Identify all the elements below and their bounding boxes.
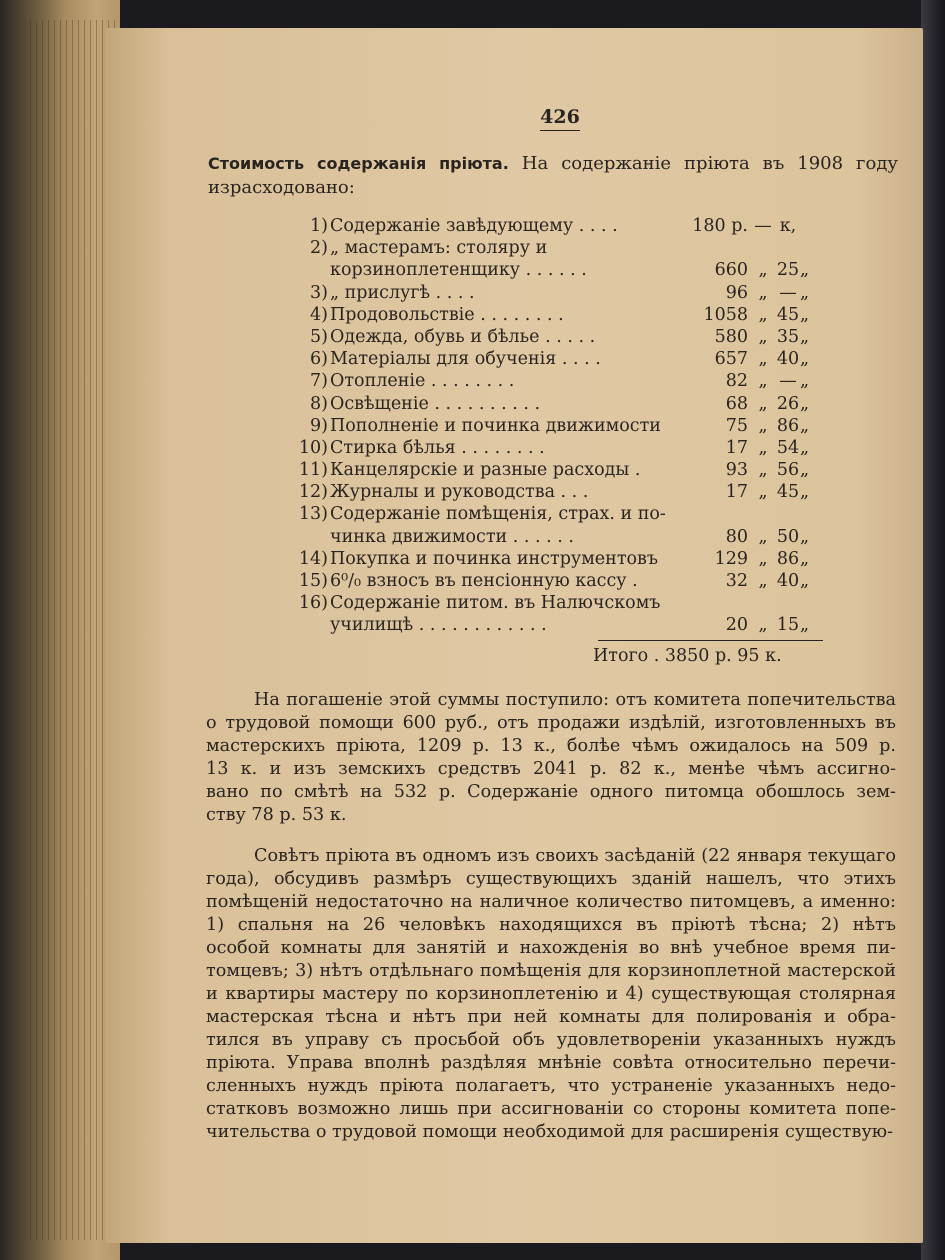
text-line: статковъ возможно лишь при ассигнованіи со стороны комитета попе-: [206, 1099, 896, 1119]
expense-label: Содержаніе питом. въ Налючскомъ: [330, 593, 661, 614]
expense-rub: 96: [725, 282, 748, 303]
expense-label: чинка движимости . . . . . .: [330, 526, 574, 547]
expense-row: [290, 216, 815, 238]
expense-label: училищѣ . . . . . . . . . . . .: [330, 615, 547, 636]
total-rule: [598, 640, 823, 641]
expense-label: 6⁰/₀ взносъ въ пенсіонную кассу .: [330, 571, 638, 591]
expense-row: [290, 571, 815, 593]
intro-paragraph: [208, 152, 898, 200]
section-heading: Стоимость содержанія пріюта.: [208, 154, 509, 173]
expense-label: Матеріалы для обученія . . . .: [330, 349, 601, 370]
expense-sep1: „: [758, 482, 768, 503]
expense-label: Канцелярскіе и разные расходы .: [330, 460, 641, 481]
expense-kop: —: [779, 371, 797, 392]
expense-num: 4): [310, 304, 328, 325]
expense-label: Покупка и починка инструментовъ: [330, 548, 659, 569]
expense-sep1: „: [758, 282, 768, 303]
intro-text: На содержаніе пріюта въ 1908 году израсходовано:: [208, 153, 899, 198]
expense-row: [290, 416, 815, 438]
expense-row: [290, 349, 815, 371]
expense-sep2: „: [800, 371, 810, 392]
expense-sep1: „: [758, 571, 768, 591]
expense-kop: —: [779, 282, 797, 303]
expense-label: Журналы и руководства . . .: [330, 482, 589, 503]
expense-kop: 26: [776, 393, 800, 414]
expense-kop: 40: [776, 571, 800, 591]
expense-sep2: „: [800, 415, 810, 436]
expense-sep1: „: [758, 526, 768, 547]
text-line: 1) спальня на 26 человѣкъ находящихся въ пріютѣ тѣсна; 2) нѣтъ: [206, 915, 896, 935]
expense-kop: 45: [776, 482, 800, 503]
expense-sep2: „: [800, 548, 810, 569]
expense-label: Содержаніе помѣщенія, страх. и по-: [330, 504, 666, 525]
expense-sep2: „: [800, 615, 810, 636]
expense-label: Стирка бѣлья . . . . . . . .: [330, 437, 545, 458]
expense-kop: 56: [776, 460, 800, 481]
expense-label: Отопленіе . . . . . . . .: [330, 371, 515, 392]
expense-rub: 660: [714, 260, 748, 281]
expense-kop: 40: [776, 349, 800, 370]
expense-num: 2): [310, 238, 328, 259]
page-edge-lines: [30, 20, 115, 1240]
expense-rub: 32: [725, 571, 748, 591]
expense-row: [290, 371, 815, 393]
expense-sep1: „: [758, 326, 768, 347]
text-line: года), обсудивъ размѣръ существующихъ зданій нашелъ, что этихъ: [206, 869, 896, 889]
expense-rub: 129: [714, 548, 748, 569]
expense-row: [290, 238, 815, 260]
expense-sep1: „: [758, 615, 768, 636]
expense-sep1: „: [758, 415, 768, 436]
expense-row: [290, 283, 815, 305]
expense-rub: 20: [725, 615, 748, 636]
expense-kop: к,: [779, 216, 797, 236]
expense-rub: 80: [725, 526, 748, 547]
expense-kop: 35: [776, 326, 800, 347]
text-line: томцевъ; 3) нѣтъ отдѣльнаго помѣщенія для корзиноплетной мастерской: [206, 961, 896, 981]
expense-kop: 25: [776, 260, 800, 281]
text-line: пріюта. Управа вполнѣ раздѣляя мнѣніе совѣта относительно перечи-: [206, 1053, 896, 1073]
expense-sep2: „: [800, 482, 810, 503]
right-background: [921, 0, 945, 1260]
expense-sep1: „: [758, 437, 768, 458]
expense-row: [290, 394, 815, 416]
text-line: о трудовой помощи 600 руб., отъ продажи издѣлій, изготовленныхъ въ: [206, 713, 896, 733]
expense-sep1: „: [758, 371, 768, 392]
expense-sep2: „: [800, 437, 810, 458]
expense-sep1: „: [758, 349, 768, 370]
expense-row: [290, 438, 815, 460]
expense-sep2: „: [800, 282, 810, 303]
text-line: мастерскихъ пріюта, 1209 р. 13 к., болѣе чѣмъ ожидалось на 509 р.: [206, 736, 896, 756]
expense-num: 3): [310, 282, 328, 303]
expense-kop: 54: [776, 437, 800, 458]
text-line: особой комнаты для занятій и нахожденія во внѣ учебное время пи-: [206, 938, 896, 958]
expense-row: [290, 549, 815, 571]
expense-num: 9): [310, 415, 328, 436]
expense-row: [290, 482, 815, 504]
expense-row: [290, 260, 815, 282]
expense-row: [290, 593, 815, 615]
expense-sep2: „: [800, 571, 810, 591]
expense-sep1: „: [758, 460, 768, 481]
book-page-edges: [0, 0, 120, 1260]
expense-kop: 86: [776, 415, 800, 436]
expense-kop: 15: [776, 615, 800, 636]
expense-kop: 50: [776, 526, 800, 547]
expense-num: 12): [298, 482, 328, 503]
expense-sep2: „: [800, 304, 810, 325]
expense-num: 11): [298, 460, 328, 481]
expense-label: Продовольствіе . . . . . . . .: [330, 304, 564, 325]
text-line: 13 к. и изъ земскихъ средствъ 2041 р. 82 к., менѣе чѣмъ ассигно-: [206, 759, 896, 779]
expense-rub: 17: [725, 482, 748, 503]
text-line: и квартиры мастеру по корзиноплетенію и 4) существующая столярная: [206, 984, 896, 1004]
expense-rub: 1058: [703, 304, 748, 325]
expense-sep1: „: [758, 304, 768, 325]
expense-row: [290, 504, 815, 526]
text-line: вано по смѣтѣ на 532 р. Содержаніе одного питомца обошлось зем-: [206, 782, 896, 802]
expense-label: „ мастерамъ: столяру и: [330, 238, 548, 259]
expense-row: [290, 460, 815, 482]
page-number: 426: [540, 106, 580, 131]
text-line: помѣщеній недостаточно на наличное количество питомцевъ, а именно:: [206, 892, 896, 912]
expense-num: 8): [310, 393, 328, 414]
expense-rub: 75: [725, 415, 748, 436]
expense-row: [290, 615, 815, 637]
text-line: ству 78 р. 53 к.: [206, 805, 347, 825]
expense-rub: 17: [725, 437, 748, 458]
expense-row: [290, 305, 815, 327]
text-line: На погашеніе этой суммы поступило: отъ комитета попечительства: [254, 690, 896, 710]
expense-label: Содержаніе завѣдующему . . . .: [330, 216, 618, 236]
expense-rub: 82: [725, 371, 748, 392]
expense-sep2: „: [800, 349, 810, 370]
text-line: чительства о трудовой помощи необходимой для расширенія существую-: [206, 1122, 894, 1142]
expense-num: 13): [298, 504, 328, 525]
expense-rub: 580: [714, 326, 748, 347]
council-paragraph: [206, 845, 896, 1144]
expense-rub: 68: [725, 393, 748, 414]
expense-rub: 180 р.: [692, 216, 748, 236]
expense-row: [290, 327, 815, 349]
expense-sep1: —: [754, 216, 772, 236]
text-line: мастерская тѣсна и нѣтъ при ней комнаты для полированія и обра-: [206, 1007, 896, 1027]
expense-label: Одежда, обувь и бѣлье . . . . .: [330, 326, 596, 347]
expense-num: 5): [310, 326, 328, 347]
expense-num: 6): [310, 349, 328, 370]
expense-num: 16): [298, 593, 328, 614]
expense-num: 14): [298, 548, 328, 569]
expense-label: Освѣщеніе . . . . . . . . . .: [330, 393, 541, 414]
expense-sep1: „: [758, 260, 768, 281]
text-line: сленныхъ нуждъ пріюта полагаетъ, что устраненіе указанныхъ недо-: [206, 1076, 896, 1096]
expense-num: 10): [298, 437, 328, 458]
expense-sep1: „: [758, 393, 768, 414]
expense-row: [290, 527, 815, 549]
expense-label: Пополненіе и починка движимости: [330, 415, 661, 436]
funding-paragraph: [206, 689, 896, 827]
expense-sep2: „: [800, 326, 810, 347]
expense-total: Итого . 3850 р. 95 к.: [593, 646, 782, 666]
expense-num: 7): [310, 371, 328, 392]
expense-sep2: „: [800, 526, 810, 547]
expense-label: корзиноплетенщику . . . . . .: [330, 260, 587, 281]
expense-kop: 45: [776, 304, 800, 325]
expense-sep2: „: [800, 260, 810, 281]
text-line: тился въ управу съ просьбой объ удовлетвореніи указанныхъ нуждъ: [206, 1030, 896, 1050]
text-line: Совѣтъ пріюта въ одномъ изъ своихъ засѣданій (22 января текущаго: [254, 846, 896, 866]
expense-kop: 86: [776, 548, 800, 569]
expense-num: 15): [298, 571, 328, 591]
expense-sep2: „: [800, 460, 810, 481]
expense-rub: 93: [725, 460, 748, 481]
expense-sep2: „: [800, 393, 810, 414]
expense-list: [290, 216, 815, 638]
expense-sep1: „: [758, 548, 768, 569]
expense-label: „ прислугѣ . . . .: [330, 282, 475, 303]
expense-num: 1): [310, 216, 328, 236]
expense-rub: 657: [714, 349, 748, 370]
